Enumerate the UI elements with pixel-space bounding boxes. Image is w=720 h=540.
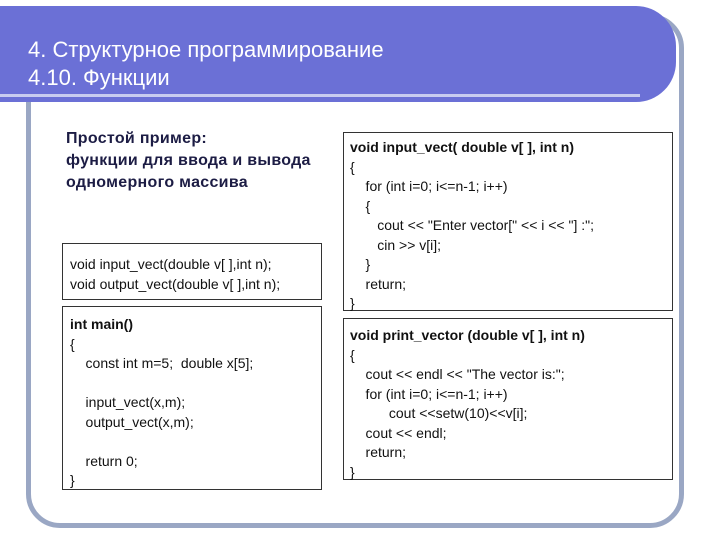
code-line: for (int i=0; i<=n-1; i++) xyxy=(350,385,508,402)
code-line: return; xyxy=(350,275,407,292)
title-line-2: 4.10. Функции xyxy=(28,65,170,90)
slide-title xyxy=(28,36,384,92)
intro-line-1: Простой пример: xyxy=(66,130,208,147)
title-underline xyxy=(0,94,640,97)
code-line: } xyxy=(70,472,75,488)
code-line: { xyxy=(350,197,371,214)
code-line: cout << "Enter vector[" << i << "] :"; xyxy=(350,217,594,233)
intro-text xyxy=(66,128,311,194)
title-line-1: 4. Структурное программирование xyxy=(28,37,384,62)
code-line: { xyxy=(350,158,355,175)
code-line: cin >> v[i]; xyxy=(350,236,442,253)
code-line: cout <<setw(10)<<v[i]; xyxy=(350,405,528,421)
code-line: return 0; xyxy=(70,452,138,469)
code-line: } xyxy=(350,463,355,480)
title-bar xyxy=(0,6,676,102)
code-line: cout << endl << "The vector is:"; xyxy=(350,366,565,382)
code-line: input_vect(x,m); xyxy=(70,394,186,410)
intro-line-2: функции для ввода и вывода xyxy=(66,152,311,169)
code-line: const int m=5; double x[5]; xyxy=(70,355,254,371)
code-line: } xyxy=(350,295,355,311)
print-vector-box xyxy=(343,318,673,480)
prototypes-box xyxy=(62,243,322,300)
code-line: void output_vect(double v[ ],int n); xyxy=(70,275,281,292)
code-line: output_vect(x,m); xyxy=(70,413,194,430)
code-line: int main() xyxy=(70,316,133,332)
code-line: } xyxy=(350,256,371,272)
code-line: void input_vect(double v[ ],int n); xyxy=(70,256,272,272)
input-vect-box xyxy=(343,132,673,311)
intro-line-3: одномерного массива xyxy=(66,174,248,191)
code-line xyxy=(70,432,321,452)
code-line: void print_vector (double v[ ], int n) xyxy=(350,327,585,343)
code-line xyxy=(70,374,321,394)
code-line: { xyxy=(70,335,75,352)
code-line: { xyxy=(350,346,355,363)
code-line: return; xyxy=(350,444,407,460)
code-line: void input_vect( double v[ ], int n) xyxy=(350,139,574,155)
code-line: for (int i=0; i<=n-1; i++) xyxy=(350,178,508,194)
main-function-box xyxy=(62,306,322,490)
code-line: cout << endl; xyxy=(350,424,447,441)
